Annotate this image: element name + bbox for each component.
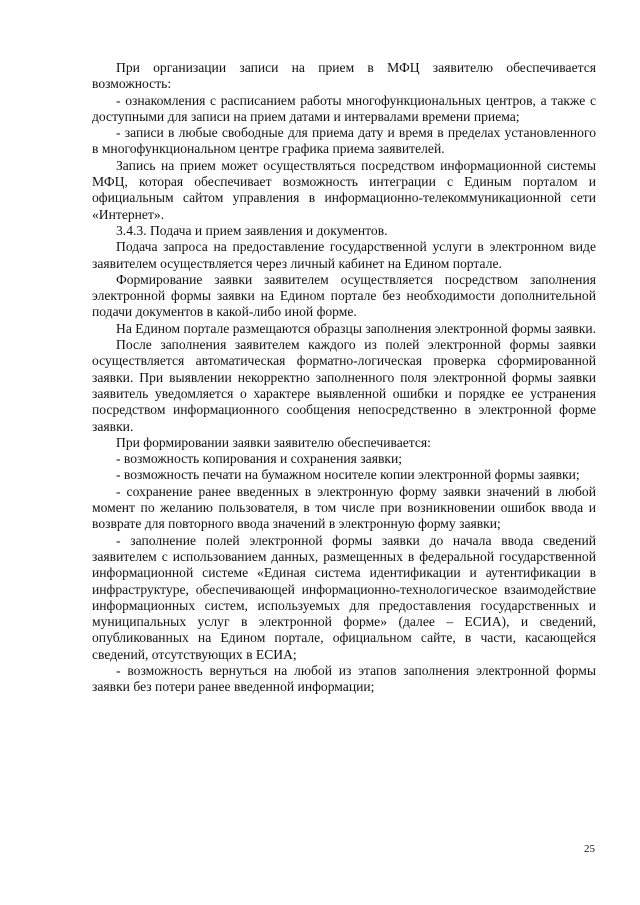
paragraph: Запись на прием может осуществляться посредством информационной системы МФЦ, которая обеспечивает возможность интеграции с Единым порталом и официальным сайтом управления в информационно-телекоммуникационной сети «Интернет». (92, 157, 596, 222)
paragraph: - ознакомления с расписанием работы многофункциональных центров, а также с доступными для записи на прием датами и интервалами времени приема; (92, 92, 596, 124)
paragraph: Формирование заявки заявителем осуществляется посредством заполнения электронной формы заявки на Едином портале без необходимости дополнительной подачи документов в какой-либо иной форме. (92, 271, 596, 320)
paragraph: - возможность вернуться на любой из этапов заполнения электронной формы заявки без потери ранее введенной информации; (92, 662, 596, 695)
paragraph: - заполнение полей электронной формы заявки до начала ввода сведений заявителем с использованием данных, размещенных в федеральной государственной информационной системе «Единая система идентификации и аутентификации в инфраструктуре, обеспечивающей информационно-технологическое взаимодействие информационных систем, используемых для предоставления государственных и муниципальных услуг в электронной форме» (далее – ЕСИА), и сведений, опубликованных на Едином портале, официальном сайте, в части, касающейся сведений, отсутствующих в ЕСИА; (92, 532, 596, 662)
paragraph: После заполнения заявителем каждого из полей электронной формы заявки осуществляется автоматическая форматно-логическая проверка сформированной заявки. При выявлении некорректно заполненного поля электронной формы заявки заявитель уведомляется о характере выявленной ошибки и порядке ее устранения посредством информационного сообщения непосредственно в электронной форме заявки. (92, 337, 596, 434)
paragraph: При организации записи на прием в МФЦ заявителю обеспечивается возможность: (92, 60, 596, 92)
paragraph: На Едином портале размещаются образцы заполнения электронной формы заявки. (116, 320, 596, 336)
document-body (92, 60, 596, 696)
section-heading: 3.4.3. Подача и прием заявления и документов. (116, 222, 388, 238)
paragraph: - записи в любые свободные для приема дату и время в пределах установленного в многофункциональном центре графика приема заявителей. (92, 125, 596, 157)
paragraph: При формировании заявки заявителю обеспечивается: (116, 434, 431, 450)
paragraph: Подача запроса на предоставление государственной услуги в электронном виде заявителем осуществляется через личный кабинет на Едином портале. (92, 239, 596, 271)
page-number: 25 (584, 843, 595, 855)
paragraph: - возможность копирования и сохранения заявки; (116, 451, 403, 467)
paragraph: - сохранение ранее введенных в электронную форму заявки значений в любой момент по желанию пользователя, в том числе при возникновении ошибок ввода и возврате для повторного ввода значений в электронную форму заявки; (92, 483, 596, 532)
paragraph: - возможность печати на бумажном носителе копии электронной формы заявки; (116, 467, 580, 483)
